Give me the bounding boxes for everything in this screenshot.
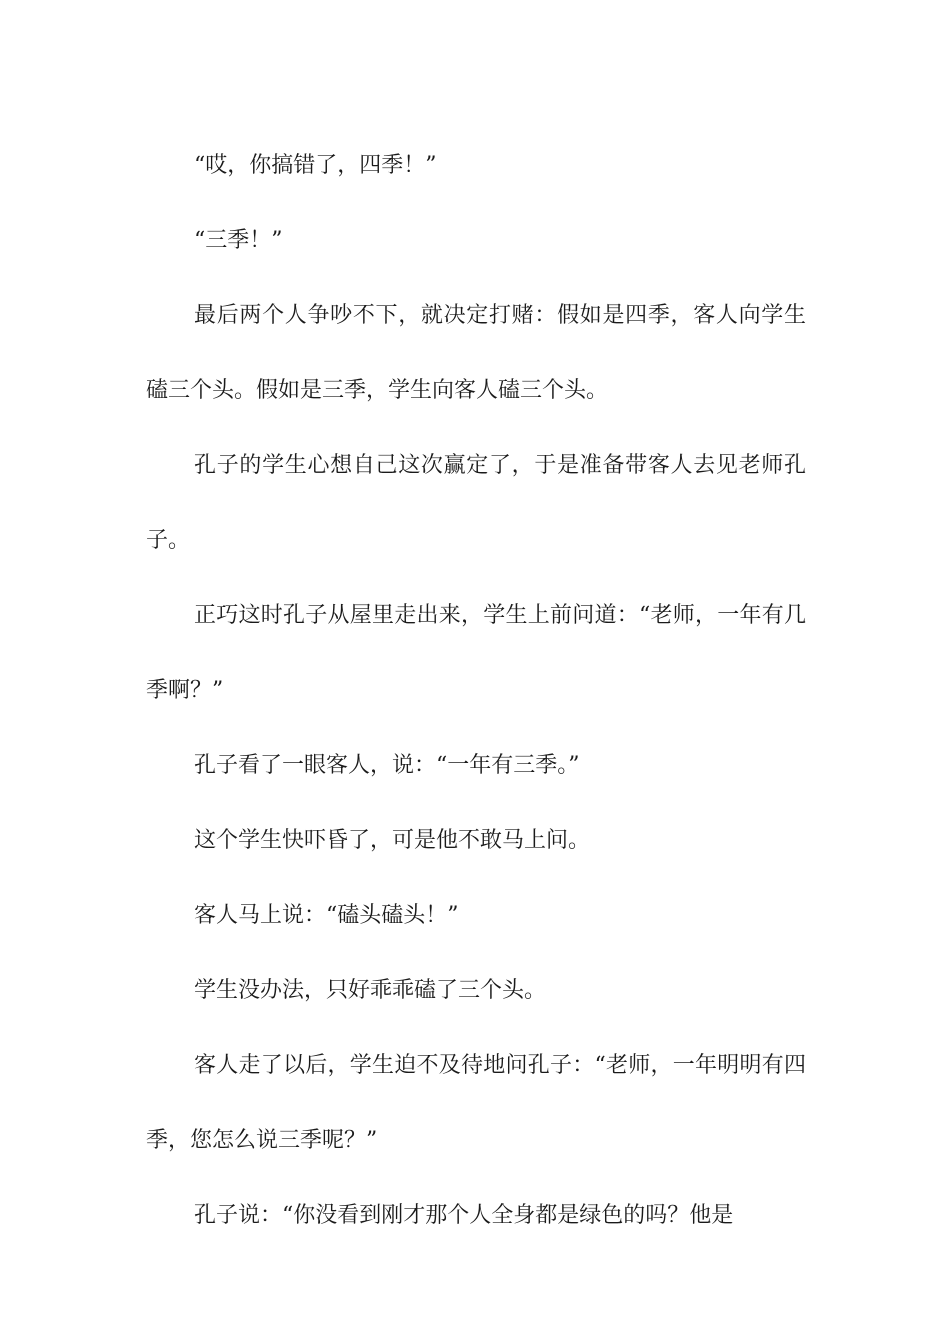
paragraph-9: 学生没办法，只好乖乖磕了三个头。 [194,978,547,1003]
paragraph-5: 正巧这时孔子从屋里走出来，学生上前问道：“老师，一年有几季啊？” [146,603,806,703]
paragraph-3: 最后两个人争吵不下，就决定打赌：假如是四季，客人向学生磕三个头。假如是三季，学生向客人磕三个头。 [146,303,806,403]
paragraph-1: “哎，你搞错了，四季！” [194,153,437,178]
paragraph-6: 孔子看了一眼客人，说：“一年有三季。” [194,753,580,778]
paragraph-11: 孔子说：“你没看到刚才那个人全身都是绿色的吗？他是 [194,1203,734,1228]
paragraph-8: 客人马上说：“磕头磕头！” [194,903,459,928]
document-body [146,128,806,1253]
paragraph-10: 客人走了以后，学生迫不及待地问孔子：“老师，一年明明有四季，您怎么说三季呢？” [146,1053,806,1153]
paragraph-4: 孔子的学生心想自己这次赢定了，于是准备带客人去见老师孔子。 [146,453,806,553]
paragraph-7: 这个学生快吓昏了，可是他不敢马上问。 [194,828,591,853]
paragraph-2: “三季！” [194,228,283,253]
